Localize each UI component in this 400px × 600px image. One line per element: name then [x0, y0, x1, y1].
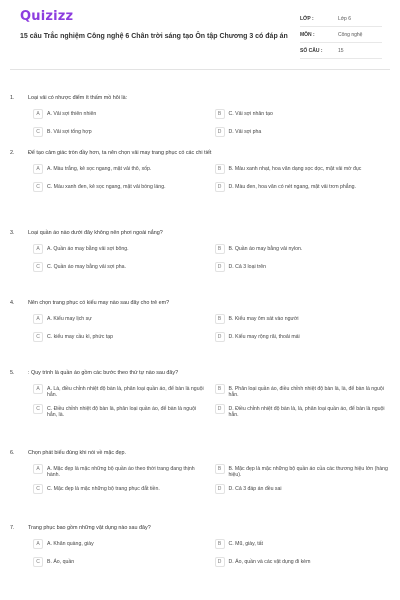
option-letter-badge: B	[215, 244, 225, 254]
answer-option[interactable]	[33, 164, 207, 176]
option-text: B. Mặc đẹp là mặc những bộ quần áo của các thương hiệu lớn (hàng hiệu).	[228, 465, 388, 478]
question-text: Loại vải có nhược điểm ít thấm mồ hôi là:	[28, 95, 128, 101]
question-3	[10, 230, 390, 274]
question-number: 2.	[10, 150, 15, 156]
question-number: 3.	[10, 230, 15, 236]
answer-option[interactable]	[215, 464, 389, 478]
option-letter-badge: D	[215, 557, 225, 567]
question-prompt	[10, 525, 390, 532]
answer-option[interactable]	[33, 404, 207, 418]
question-number: 7.	[10, 525, 15, 531]
option-letter-badge: C	[33, 484, 43, 494]
option-text: D. Cả 3 loại trên	[228, 263, 266, 270]
answer-option[interactable]	[33, 262, 207, 274]
question-text: Nên chọn trang phục có kiểu may nào sau đây cho trẻ em?	[28, 300, 170, 306]
answer-option[interactable]	[33, 464, 207, 478]
option-text: A. Quần áo may bằng vải sợi bông.	[47, 245, 129, 252]
answer-options	[33, 539, 388, 569]
option-letter-badge: B	[215, 539, 225, 549]
answer-option[interactable]	[33, 484, 207, 496]
option-text: C. Mặc đẹp là mặc những bộ trang phục đắt tiền.	[47, 485, 160, 492]
option-letter-badge: C	[33, 557, 43, 567]
answer-option[interactable]	[215, 127, 389, 139]
option-letter-badge: A	[33, 464, 43, 474]
question-text: : Quy trình là quần áo gồm các bước theo thứ tự nào sau đây?	[28, 370, 179, 376]
answer-option[interactable]	[33, 332, 207, 344]
answer-options	[33, 244, 388, 274]
option-text: B. Vải sợi tổng hợp	[47, 128, 92, 135]
answer-option[interactable]	[215, 384, 389, 398]
answer-option[interactable]	[215, 557, 389, 569]
option-letter-badge: B	[215, 314, 225, 324]
option-letter-badge: A	[33, 109, 43, 119]
option-text: C. Vải sợi nhân tạo	[228, 110, 273, 117]
question-prompt	[10, 450, 390, 457]
option-text: C. Quần áo may bằng vải sợi pha.	[47, 263, 126, 270]
option-letter-badge: C	[33, 404, 43, 414]
answer-option[interactable]	[215, 262, 389, 274]
option-text: D. Kiểu may rộng rãi, thoải mái	[228, 333, 300, 340]
meta-value: 15	[338, 47, 344, 54]
question-prompt	[10, 370, 390, 377]
option-text: C. Điều chỉnh nhiệt độ bàn là, phân loại quần áo, để bàn là nguội hẳn, là.	[47, 405, 197, 419]
answer-option[interactable]	[215, 332, 389, 344]
option-letter-badge: B	[215, 164, 225, 174]
option-letter-badge: C	[33, 182, 43, 192]
meta-panel	[300, 11, 382, 59]
question-number: 5.	[10, 370, 15, 376]
meta-value: Lớp 6	[338, 15, 352, 22]
answer-options	[33, 164, 388, 194]
question-number: 6.	[10, 450, 15, 456]
option-letter-badge: A	[33, 539, 43, 549]
option-letter-badge: D	[215, 404, 225, 414]
option-text: B. Màu xanh nhạt, hoa văn dạng sọc dọc, mặt vải mờ đục	[228, 165, 362, 172]
answer-option[interactable]	[215, 164, 389, 176]
answer-option[interactable]	[215, 539, 389, 551]
answer-options	[33, 464, 388, 496]
option-letter-badge: D	[215, 182, 225, 192]
answer-options	[33, 384, 388, 419]
answer-option[interactable]	[215, 182, 389, 194]
question-text: Trang phục bao gồm những vật dụng nào sau đây?	[28, 525, 151, 531]
answer-option[interactable]	[33, 182, 207, 194]
meta-key: SỐ CÂU :	[300, 47, 323, 54]
question-7	[10, 525, 390, 569]
option-letter-badge: B	[215, 109, 225, 119]
answer-options	[33, 109, 388, 139]
question-4	[10, 300, 390, 344]
question-1	[10, 95, 390, 139]
option-text: D. Màu đen, hoa văn có nét ngang, mặt vải trơn phẳng.	[228, 183, 356, 190]
option-text: C. kiểu may cầu kì, phức tạp	[47, 333, 114, 340]
question-prompt	[10, 150, 390, 157]
option-letter-badge: D	[215, 484, 225, 494]
question-text: Loại quần áo nào dưới đây không nên phơi ngoài nắng?	[28, 230, 163, 236]
meta-row-subject	[300, 27, 382, 43]
question-2	[10, 150, 390, 194]
answer-option[interactable]	[215, 314, 389, 326]
option-text: B. Áo, quần	[47, 558, 75, 565]
question-number: 4.	[10, 300, 15, 306]
page-title: 15 câu Trắc nghiệm Công nghệ 6 Chân trời sáng tạo Ôn tập Chương 3 có đáp án	[20, 33, 288, 40]
option-text: B. Phân loại quần áo, điều chỉnh nhiệt độ bàn là, là, để bàn là nguội hẳn.	[228, 385, 384, 398]
option-text: A. Khăn quàng, giày	[47, 540, 94, 547]
option-text: B. Kiểu may ôm sát vào người	[228, 315, 299, 322]
question-6	[10, 450, 390, 496]
meta-key: LỚP :	[300, 15, 314, 22]
meta-row-count	[300, 43, 382, 59]
option-text: C. Màu xanh đen, kẻ sọc ngang, mặt vải bóng láng.	[47, 183, 166, 190]
option-text: D. Vải sợi pha	[228, 128, 262, 135]
question-prompt	[10, 300, 390, 307]
option-letter-badge: A	[33, 164, 43, 174]
worksheet-header	[10, 0, 390, 70]
answer-option[interactable]	[33, 127, 207, 139]
question-prompt	[10, 230, 390, 237]
option-text: A. Là, điều chỉnh nhiệt độ bàn là, phân loại quần áo, để bàn là nguội hẳn.	[47, 385, 204, 398]
answer-option[interactable]	[33, 539, 207, 551]
answer-options	[33, 314, 388, 344]
option-letter-badge: A	[33, 384, 43, 394]
option-letter-badge: C	[33, 127, 43, 137]
option-letter-badge: A	[33, 314, 43, 324]
answer-option[interactable]	[33, 384, 207, 398]
answer-option[interactable]	[215, 109, 389, 121]
option-letter-badge: D	[215, 127, 225, 137]
option-letter-badge: C	[33, 332, 43, 342]
meta-row-class	[300, 11, 382, 27]
option-text: A. Vải sợi thiên nhiên	[47, 110, 97, 117]
option-text: D. Điều chỉnh nhiệt độ bàn là, là, phân loại quần áo, để bàn là nguội hẳn.	[228, 405, 385, 419]
option-text: D. Áo, quần và các vật dụng đi kèm	[228, 558, 311, 565]
question-prompt	[10, 95, 390, 102]
answer-option[interactable]	[215, 404, 389, 418]
question-text: Chọn phát biểu đúng khi nói về mặc đẹp.	[28, 450, 126, 456]
answer-option[interactable]	[33, 557, 207, 569]
answer-option[interactable]	[33, 314, 207, 326]
option-text: D. Cả 3 đáp án đều sai	[228, 485, 282, 492]
quizizz-logo: Quizizz	[20, 9, 74, 24]
option-letter-badge: B	[215, 464, 225, 474]
option-text: A. Kiểu may lịch sự	[47, 315, 92, 322]
answer-option[interactable]	[215, 484, 389, 496]
answer-option[interactable]	[33, 109, 207, 121]
meta-key: MÔN :	[300, 31, 315, 38]
answer-option[interactable]	[215, 244, 389, 256]
question-text: Để tạo cảm giác tròn đầy hơn, ta nên chọn vải may trang phục có các chi tiết	[28, 150, 212, 156]
option-letter-badge: B	[215, 384, 225, 394]
option-text: A. Mặc đẹp là mặc những bộ quần áo theo thời trang đang thịnh hành.	[47, 465, 195, 478]
answer-option[interactable]	[33, 244, 207, 256]
option-letter-badge: D	[215, 332, 225, 342]
option-letter-badge: D	[215, 262, 225, 272]
option-text: A. Màu trắng, kẻ sọc ngang, mặt vải thô, xốp.	[47, 165, 152, 172]
option-letter-badge: C	[33, 262, 43, 272]
question-5	[10, 370, 390, 419]
question-number: 1.	[10, 95, 15, 101]
option-text: C. Mũ, giày, tất	[228, 540, 263, 547]
option-text: B. Quần áo may bằng vải nylon.	[228, 245, 303, 252]
meta-value: Công nghệ	[338, 31, 363, 38]
option-letter-badge: A	[33, 244, 43, 254]
